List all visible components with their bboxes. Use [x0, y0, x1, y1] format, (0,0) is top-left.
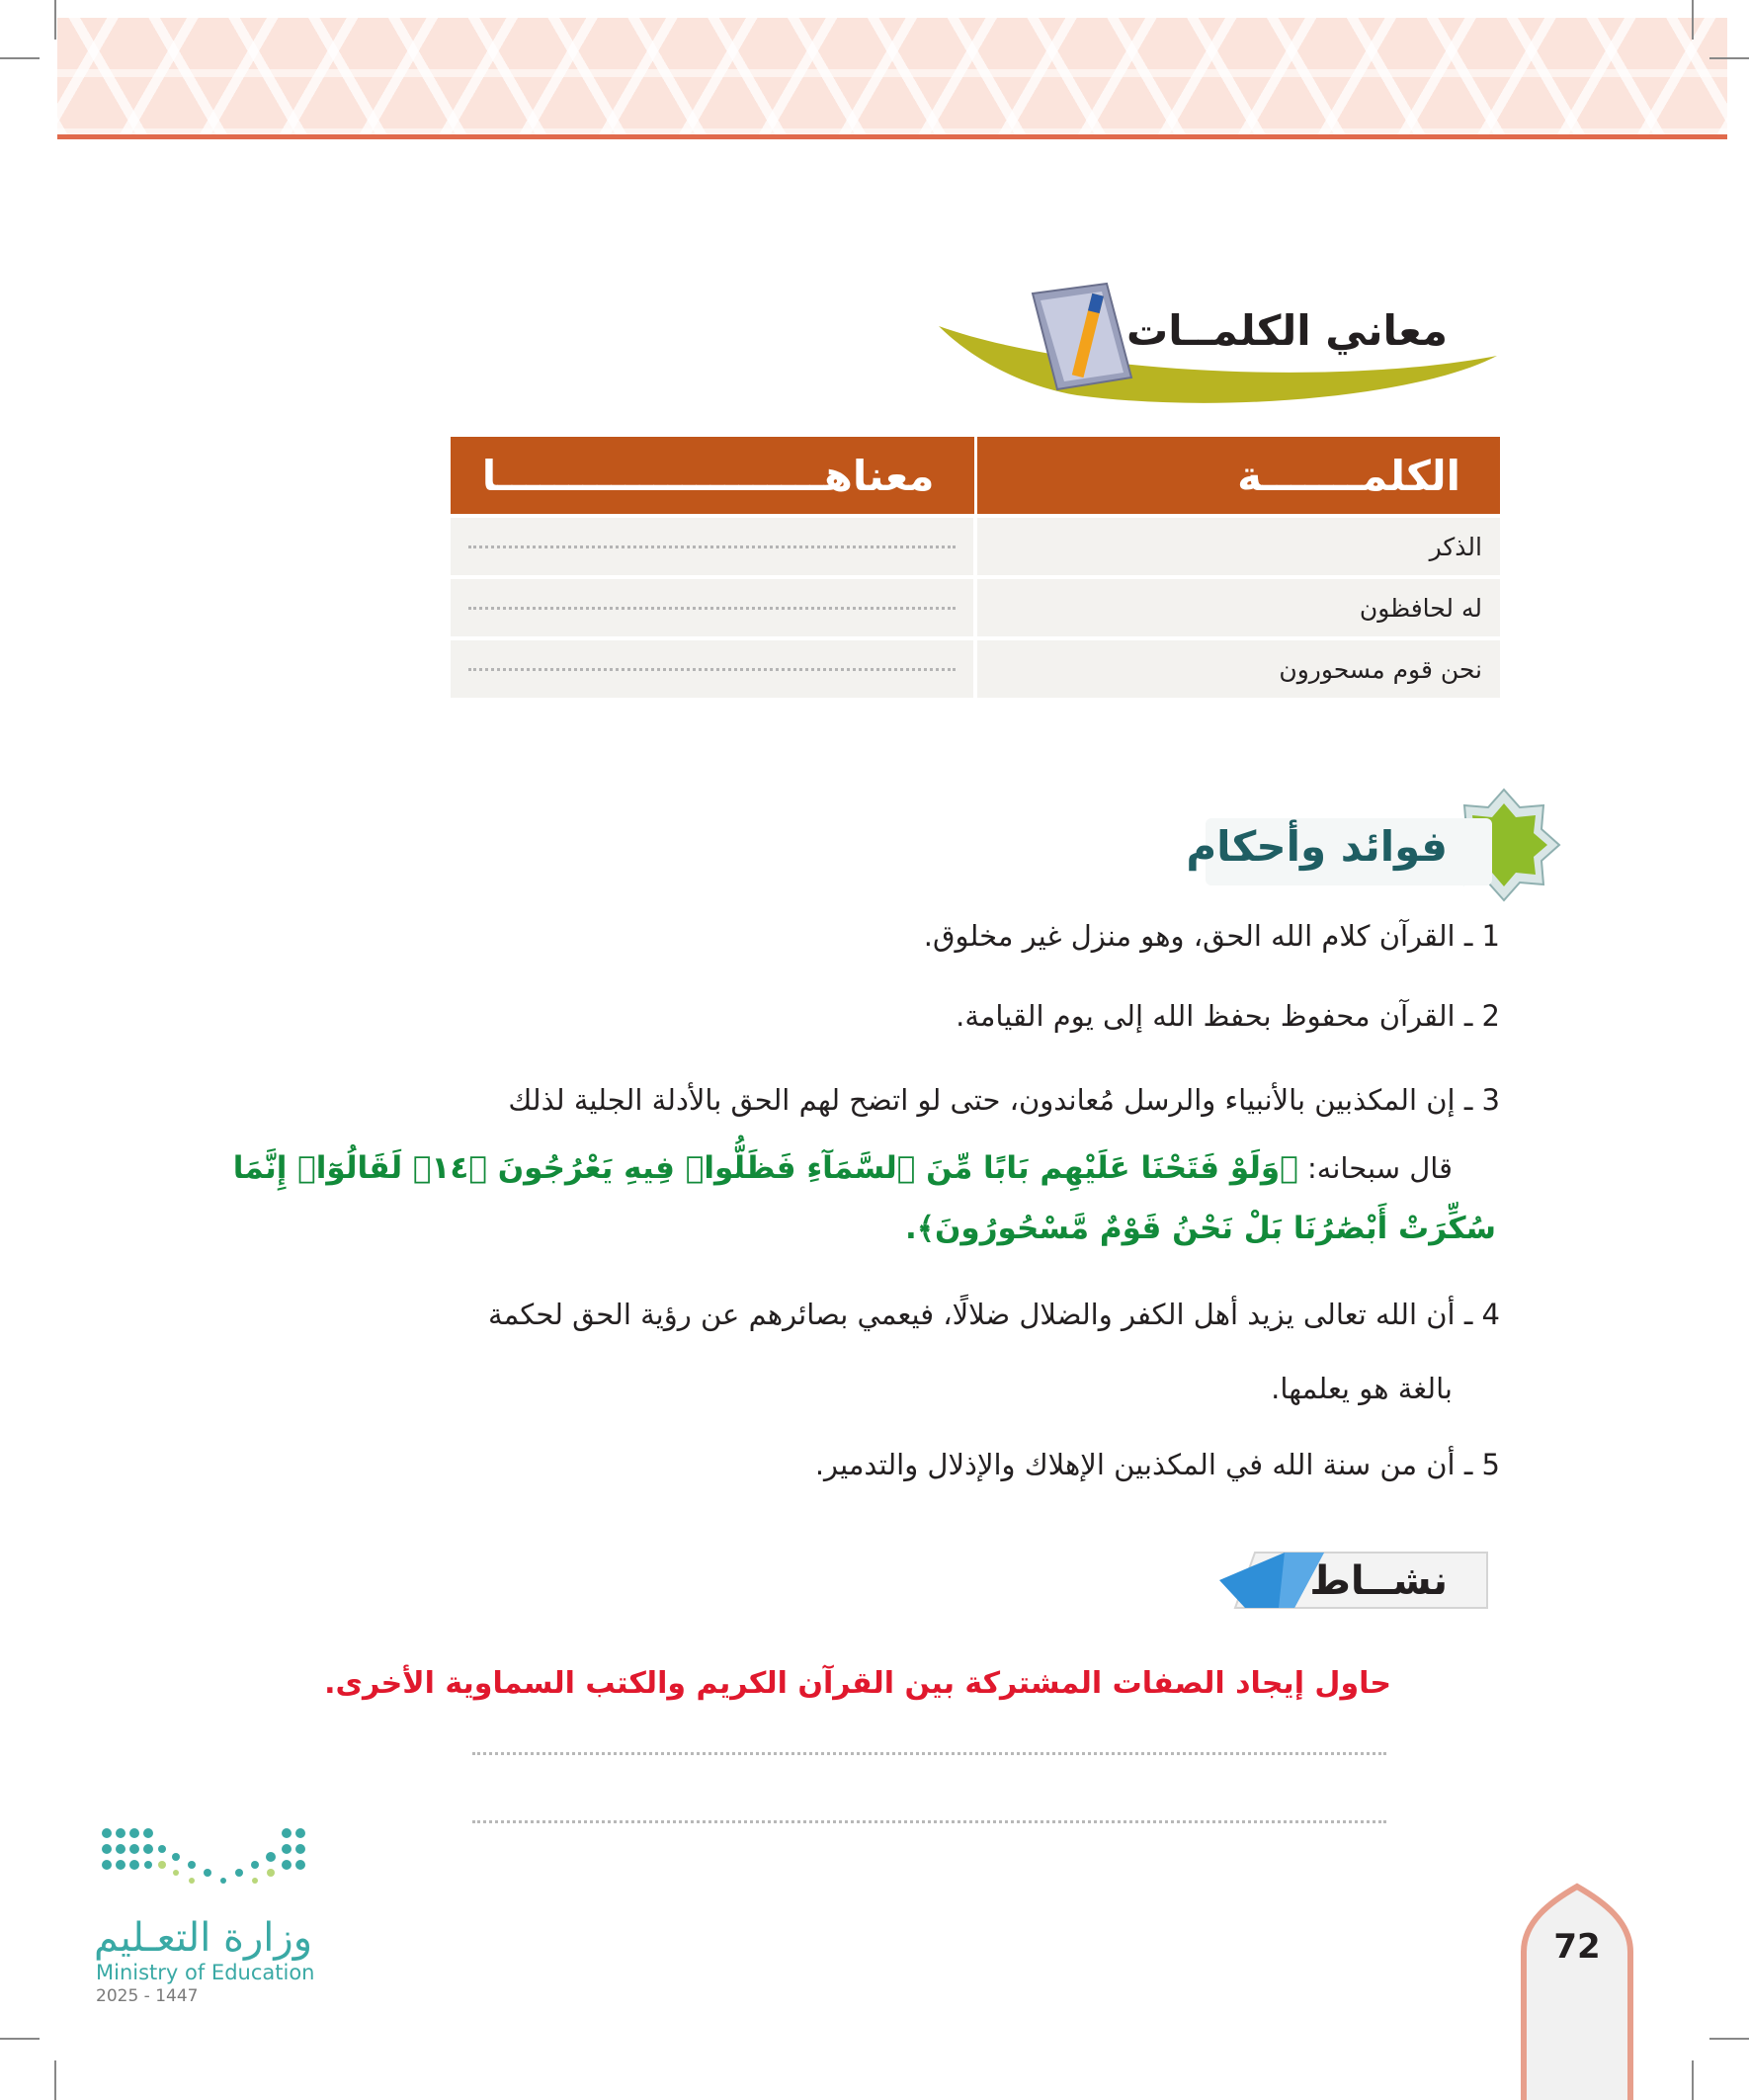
table-row: [451, 638, 1500, 698]
answer-dotted-line[interactable]: [472, 1820, 1386, 1823]
page-number-arch: [1520, 1883, 1634, 2100]
ministry-name-arabic: وزارة التعـليم: [94, 1915, 313, 1961]
benefit-point-1: 1 ـ القرآن كلام الله الحق، وهو منزل غير مخلوق.: [923, 919, 1500, 953]
verse-intro: قال سبحانه:: [1307, 1151, 1453, 1185]
header-decorative-band: [57, 18, 1727, 136]
answer-dotted-line: [468, 668, 956, 671]
quran-verse: ﴿وَلَوْ فَتَحْنَا عَلَيْهِم بَابًا مِّنَ ٱلسَّمَآءِ فَظَلُّوا۟ فِيهِ يَعْرُجُونَ ﴿١٤﴾ لَقَالُوٓا۟ إِنَّمَا: [232, 1150, 1298, 1186]
table-header-word: الكلمـــــــة: [975, 437, 1500, 516]
benefit-point-3: 3 ـ إن المكذبين بالأنبياء والرسل مُعاندون، حتى لو اتضح لهم الحق بالأدلة الجلية لذلك: [508, 1083, 1500, 1117]
table-cell-word: الذكر: [975, 516, 1500, 577]
table-cell-meaning[interactable]: [451, 638, 975, 698]
benefit-point-2: 2 ـ القرآن محفوظ بحفظ الله إلى يوم القيامة.: [956, 999, 1500, 1033]
table-cell-meaning[interactable]: [451, 516, 975, 577]
crop-mark: [0, 57, 40, 59]
crop-mark: [1692, 0, 1694, 40]
activity-section-title: نشــاط: [1309, 1558, 1448, 1604]
crop-mark: [54, 0, 56, 40]
crop-mark: [1709, 2038, 1749, 2040]
answer-dotted-line[interactable]: [472, 1752, 1386, 1755]
benefit-point-3-verse-line-1: [233, 1148, 1453, 1188]
activity-prompt: حاول إيجاد الصفات المشتركة بين القرآن الكريم والكتب السماوية الأخرى.: [324, 1666, 1391, 1701]
benefit-point-4: 4 ـ أن الله تعالى يزيد أهل الكفر والضلال ضلالًا، فيعمي بصائرهم عن رؤية الحق لحكمة: [488, 1298, 1500, 1331]
benefits-section-title: فوائد وأحكام: [1186, 822, 1448, 871]
pen-and-paper-icon: [1023, 279, 1141, 397]
crop-mark: [1692, 2060, 1694, 2100]
crop-mark: [0, 2038, 40, 2040]
table-row: [451, 516, 1500, 577]
answer-dotted-line: [468, 546, 956, 548]
benefit-point-3-verse-line-2: سُكِّرَتْ أَبْصَٰرُنَا بَلْ نَحْنُ قَوْمٌ مَّسْحُورُونَ﴾.: [905, 1211, 1496, 1246]
crop-mark: [54, 2060, 56, 2100]
table-cell-word: له لحافظون: [975, 577, 1500, 638]
page-number: 72: [1553, 1927, 1601, 1967]
ministry-year: 2025 - 1447: [96, 1986, 199, 2006]
header-rule: [57, 134, 1727, 139]
table-header-meaning: معناهـــــــــــــــــــــــا: [451, 437, 975, 516]
vocabulary-section-title: معاني الكلمــات: [1126, 306, 1448, 355]
crop-mark: [1709, 57, 1749, 59]
answer-dotted-line: [468, 607, 956, 610]
table-cell-meaning[interactable]: [451, 577, 975, 638]
table-row: [451, 577, 1500, 638]
ministry-logo-icon: [97, 1823, 309, 1902]
benefit-point-4-line-2: بالغة هو يعلمها.: [1271, 1372, 1453, 1405]
benefit-point-5: 5 ـ أن من سنة الله في المكذبين الإهلاك والإذلال والتدمير.: [814, 1448, 1500, 1481]
table-cell-word: نحن قوم مسحورون: [975, 638, 1500, 698]
vocabulary-table: [451, 437, 1500, 698]
ministry-name-english: Ministry of Education: [96, 1961, 315, 1984]
